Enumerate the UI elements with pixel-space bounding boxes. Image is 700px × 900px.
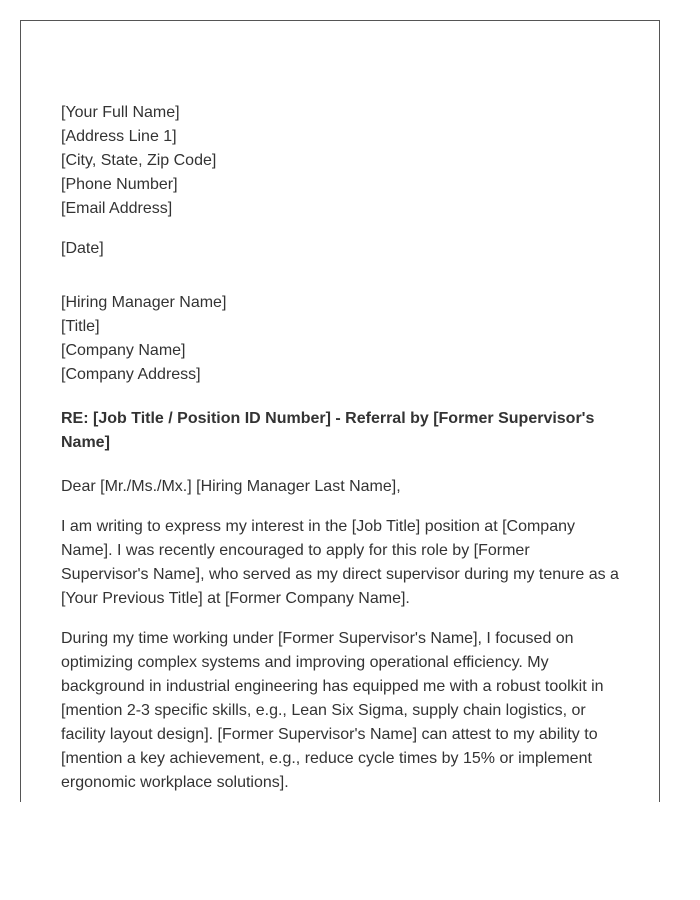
- sender-address-line-1: [Address Line 1]: [61, 128, 177, 145]
- letter-page: [20, 20, 660, 802]
- paragraph-line: [Your Previous Title] at [Former Company Name].: [61, 590, 410, 607]
- paragraph-line: ergonomic workplace solutions].: [61, 774, 289, 791]
- paragraph-line: Name]. I was recently encouraged to apply for this role by [Former: [61, 542, 530, 559]
- letter-body: [61, 101, 621, 795]
- subject-line-2: Name]: [61, 434, 110, 451]
- paragraph-line: [mention a key achievement, e.g., reduce cycle times by 15% or implement: [61, 750, 592, 767]
- subject-line-1: RE: [Job Title / Position ID Number] - Referral by [Former Supervisor's: [61, 410, 595, 427]
- paragraph-line: During my time working under [Former Supervisor's Name], I focused on: [61, 630, 574, 647]
- paragraph-line: I am writing to express my interest in the [Job Title] position at [Company: [61, 518, 575, 535]
- sender-email: [Email Address]: [61, 200, 173, 217]
- sender-phone: [Phone Number]: [61, 176, 178, 193]
- sender-full-name: [Your Full Name]: [61, 104, 180, 121]
- paragraph-line: facility layout design]. [Former Supervisor's Name] can attest to my ability to: [61, 726, 598, 743]
- paragraph-line: background in industrial engineering has equipped me with a robust toolkit in: [61, 678, 604, 695]
- subject-line: [61, 407, 621, 455]
- paragraph-line: [mention 2-3 specific skills, e.g., Lean Six Sigma, supply chain logistics, or: [61, 702, 586, 719]
- body-paragraph-1: [61, 515, 621, 611]
- salutation-text: Dear [Mr./Ms./Mx.] [Hiring Manager Last Name],: [61, 478, 401, 495]
- recipient-name: [Hiring Manager Name]: [61, 294, 227, 311]
- body-paragraph-2: [61, 627, 621, 795]
- recipient-address: [Company Address]: [61, 366, 201, 383]
- date-block: [61, 237, 621, 261]
- letter-date: [Date]: [61, 240, 104, 257]
- recipient-address-block: [61, 291, 621, 387]
- salutation: [61, 475, 621, 499]
- recipient-title: [Title]: [61, 318, 100, 335]
- sender-address-block: [61, 101, 621, 221]
- paragraph-line: Supervisor's Name], who served as my direct supervisor during my tenure as a: [61, 566, 619, 583]
- paragraph-line: optimizing complex systems and improving operational efficiency. My: [61, 654, 549, 671]
- recipient-company: [Company Name]: [61, 342, 186, 359]
- sender-city-state-zip: [City, State, Zip Code]: [61, 152, 217, 169]
